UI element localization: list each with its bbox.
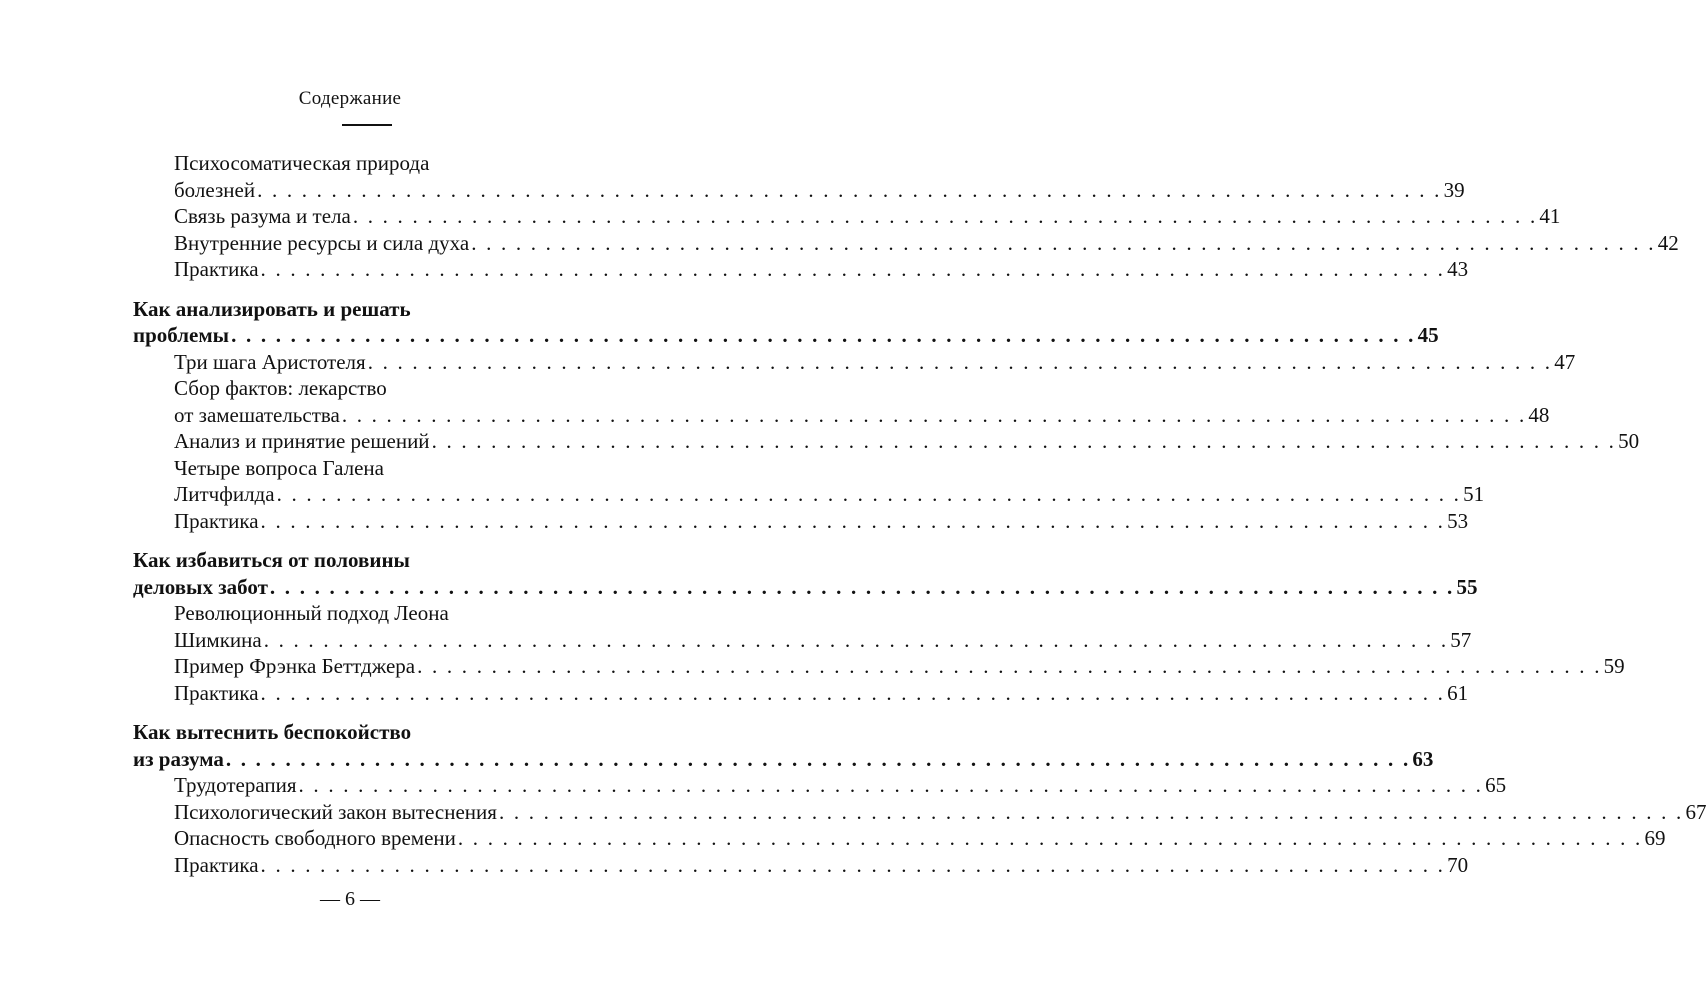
dot-leader: . . . . . . . . . . . . . . . . . . . . . . . . . . . . . . . . . . . . . . . . . . . . . . . . . . . . . . . . . . . . . . . . . . . . . . . . . . . . . . . . (341, 402, 1527, 427)
toc-entry-title: Как анализировать и решать (133, 296, 411, 321)
toc-entry-title: от замешательства (174, 402, 340, 427)
toc-entry-title: Как вытеснить беспокойство (133, 720, 412, 744)
toc-entry-title: Четыре вопроса Галена (174, 455, 384, 480)
dot-leader: . . . . . . . . . . . . . . . . . . . . . . . . . . . . . . . . . . . . . . . . . . . . . . . . . . . . . . . . . . . . . . . . . . . . . . . . . . . . . . . . (260, 852, 1446, 877)
dot-leader: . . . . . . . . . . . . . . . . . . . . . . . . . . . . . . . . . . . . . . . . . . . . . . . . . . . . . . . . . . . . . . . . . . . . . . . . . . . . . . . . (263, 627, 1449, 652)
toc-entry-title: деловых забот (133, 574, 268, 599)
toc-entry-title: Пример Фрэнка Беттджера (174, 654, 416, 678)
toc-section-line (133, 256, 1469, 283)
toc-entry-title: Опасность свободного времени (174, 826, 456, 850)
toc-page-number: 69 (1644, 826, 1666, 850)
toc-chapter-line (133, 322, 1439, 349)
toc-entry-title: Связь разума и тела (174, 204, 351, 228)
toc-entry-title: Три шага Аристотеля (174, 349, 366, 374)
toc-page-number: 42 (1657, 230, 1679, 255)
title-underline (342, 124, 392, 126)
toc-section-line (133, 150, 585, 177)
toc-section-line (133, 680, 1469, 707)
toc-section-line (133, 177, 1465, 204)
toc-page-number: 47 (1554, 349, 1576, 374)
toc-section-line (133, 375, 585, 402)
toc-page-number: 45 (1417, 323, 1439, 347)
toc-entry-title: Шимкина (174, 627, 262, 652)
dot-leader: . . . . . . . . . . . . . . . . . . . . . . . . . . . . . . . . . . . . . . . . . . . . . . . . . . . . . . . . . . . . . . . . . . . . . . . . . . . . . . . . (352, 204, 1538, 228)
toc-entry-title: Революционный подход Леона (174, 601, 449, 625)
toc-entry-title: Внутренние ресурсы и сила духа (174, 230, 470, 255)
toc-chapter-line (133, 296, 585, 323)
toc-page-number: 53 (1447, 508, 1469, 533)
dot-leader: . . . . . . . . . . . . . . . . . . . . . . . . . . . . . . . . . . . . . . . . . . . . . . . . . . . . . . . . . . . . . . . . . . . . . . . . . . . . . . . . (498, 799, 1684, 824)
page-number: — 6 — (320, 888, 380, 910)
dot-leader: . . . . . . . . . . . . . . . . . . . . . . . . . . . . . . . . . . . . . . . . . . . . . . . . . . . . . . . . . . . . . . . . . . . . . . . . . . . . . . . . (225, 746, 1411, 771)
dot-leader: . . . . . . . . . . . . . . . . . . . . . . . . . . . . . . . . . . . . . . . . . . . . . . . . . . . . . . . . . . . . . . . . . . . . . . . . . . . . . . . . (260, 508, 1446, 533)
dot-leader: . . . . . . . . . . . . . . . . . . . . . . . . . . . . . . . . . . . . . . . . . . . . . . . . . . . . . . . . . . . . . . . . . . . . . . . . . . . . . . . . (431, 429, 1617, 453)
toc-entry-title: Практика (174, 852, 259, 877)
toc-entry-title: Практика (174, 257, 259, 281)
table-of-contents (133, 150, 1707, 878)
toc-page-number: 39 (1443, 177, 1465, 202)
toc-entry-title: Практика (174, 508, 259, 533)
dot-leader: . . . . . . . . . . . . . . . . . . . . . . . . . . . . . . . . . . . . . . . . . . . . . . . . . . . . . . . . . . . . . . . . . . . . . . . . . . . . . . . . (298, 773, 1484, 797)
toc-section-line (133, 508, 1469, 535)
toc-page-number: 63 (1412, 746, 1434, 771)
toc-page-number: 70 (1447, 852, 1469, 877)
dot-leader: . . . . . . . . . . . . . . . . . . . . . . . . . . . . . . . . . . . . . . . . . . . . . . . . . . . . . . . . . . . . . . . . . . . . . . . . . . . . . . . . (257, 177, 1442, 202)
toc-entry-title: болезней (174, 177, 256, 202)
toc-section-line (133, 402, 1550, 429)
dot-leader: . . . . . . . . . . . . . . . . . . . . . . . . . . . . . . . . . . . . . . . . . . . . . . . . . . . . . . . . . . . . . . . . . . . . . . . . . . . . . . . . (457, 826, 1643, 850)
toc-section-line (133, 799, 1707, 826)
toc-page-number: 55 (1456, 574, 1478, 599)
toc-chapter-line (133, 746, 1434, 773)
toc-entry-title: Анализ и принятие решений (174, 429, 430, 453)
dot-leader: . . . . . . . . . . . . . . . . . . . . . . . . . . . . . . . . . . . . . . . . . . . . . . . . . . . . . . . . . . . . . . . . . . . . . . . . . . . . . . . . (276, 482, 1462, 506)
toc-section-line (133, 428, 1640, 455)
toc-chapter-line (133, 574, 1478, 601)
dot-leader: . . . . . . . . . . . . . . . . . . . . . . . . . . . . . . . . . . . . . . . . . . . . . . . . . . . . . . . . . . . . . . . . . . . . . . . . . . . . . . . . (231, 323, 1416, 347)
dot-leader: . . . . . . . . . . . . . . . . . . . . . . . . . . . . . . . . . . . . . . . . . . . . . . . . . . . . . . . . . . . . . . . . . . . . . . . . . . . . . . . . (367, 349, 1553, 374)
toc-page-number: 48 (1528, 402, 1550, 427)
toc-entry-title: Психологический закон вытеснения (174, 799, 497, 824)
toc-section-line (133, 852, 1469, 879)
toc-page-number: 67 (1685, 799, 1707, 824)
toc-section-line (133, 772, 1507, 799)
toc-entry-title: Литчфилда (174, 482, 275, 506)
toc-entry-title: Трудотерапия (174, 773, 297, 797)
toc-entry-title: Практика (174, 680, 259, 705)
toc-section-line (133, 825, 1666, 852)
dot-leader: . . . . . . . . . . . . . . . . . . . . . . . . . . . . . . . . . . . . . . . . . . . . . . . . . . . . . . . . . . . . . . . . . . . . . . . . . . . . . . . . (417, 654, 1602, 678)
toc-page-number: 57 (1450, 627, 1472, 652)
toc-page-number: 50 (1618, 429, 1640, 453)
dot-leader: . . . . . . . . . . . . . . . . . . . . . . . . . . . . . . . . . . . . . . . . . . . . . . . . . . . . . . . . . . . . . . . . . . . . . . . . . . . . . . . . (269, 574, 1455, 599)
dot-leader: . . . . . . . . . . . . . . . . . . . . . . . . . . . . . . . . . . . . . . . . . . . . . . . . . . . . . . . . . . . . . . . . . . . . . . . . . . . . . . . . (471, 230, 1656, 255)
toc-section-line (133, 455, 585, 482)
toc-entry-title: Как избавиться от половины (133, 548, 410, 572)
toc-page-number: 51 (1463, 482, 1485, 506)
toc-section-line (133, 349, 1576, 376)
toc-page-number: 43 (1447, 257, 1469, 281)
toc-entry-title: проблемы (133, 323, 230, 347)
toc-section-line (133, 481, 1485, 508)
toc-page-number: 65 (1485, 773, 1507, 797)
toc-entry-title: Психосоматическая природа (174, 151, 430, 175)
toc-section-line (133, 230, 1679, 257)
toc-section-line (133, 627, 1472, 654)
dot-leader: . . . . . . . . . . . . . . . . . . . . . . . . . . . . . . . . . . . . . . . . . . . . . . . . . . . . . . . . . . . . . . . . . . . . . . . . . . . . . . . . (260, 680, 1446, 705)
toc-entry-title: Сбор фактов: лекарство (174, 376, 387, 400)
toc-page-number: 61 (1447, 680, 1469, 705)
toc-page-number: 41 (1539, 204, 1561, 228)
toc-chapter-line (133, 719, 585, 746)
toc-section-line (133, 203, 1561, 230)
toc-section-line (133, 600, 585, 627)
page-title: Содержание (298, 88, 402, 109)
toc-entry-title: из разума (133, 746, 224, 771)
dot-leader: . . . . . . . . . . . . . . . . . . . . . . . . . . . . . . . . . . . . . . . . . . . . . . . . . . . . . . . . . . . . . . . . . . . . . . . . . . . . . . . . (260, 257, 1446, 281)
toc-page-number: 59 (1603, 654, 1625, 678)
toc-section-line (133, 653, 1625, 680)
toc-chapter-line (133, 547, 585, 574)
